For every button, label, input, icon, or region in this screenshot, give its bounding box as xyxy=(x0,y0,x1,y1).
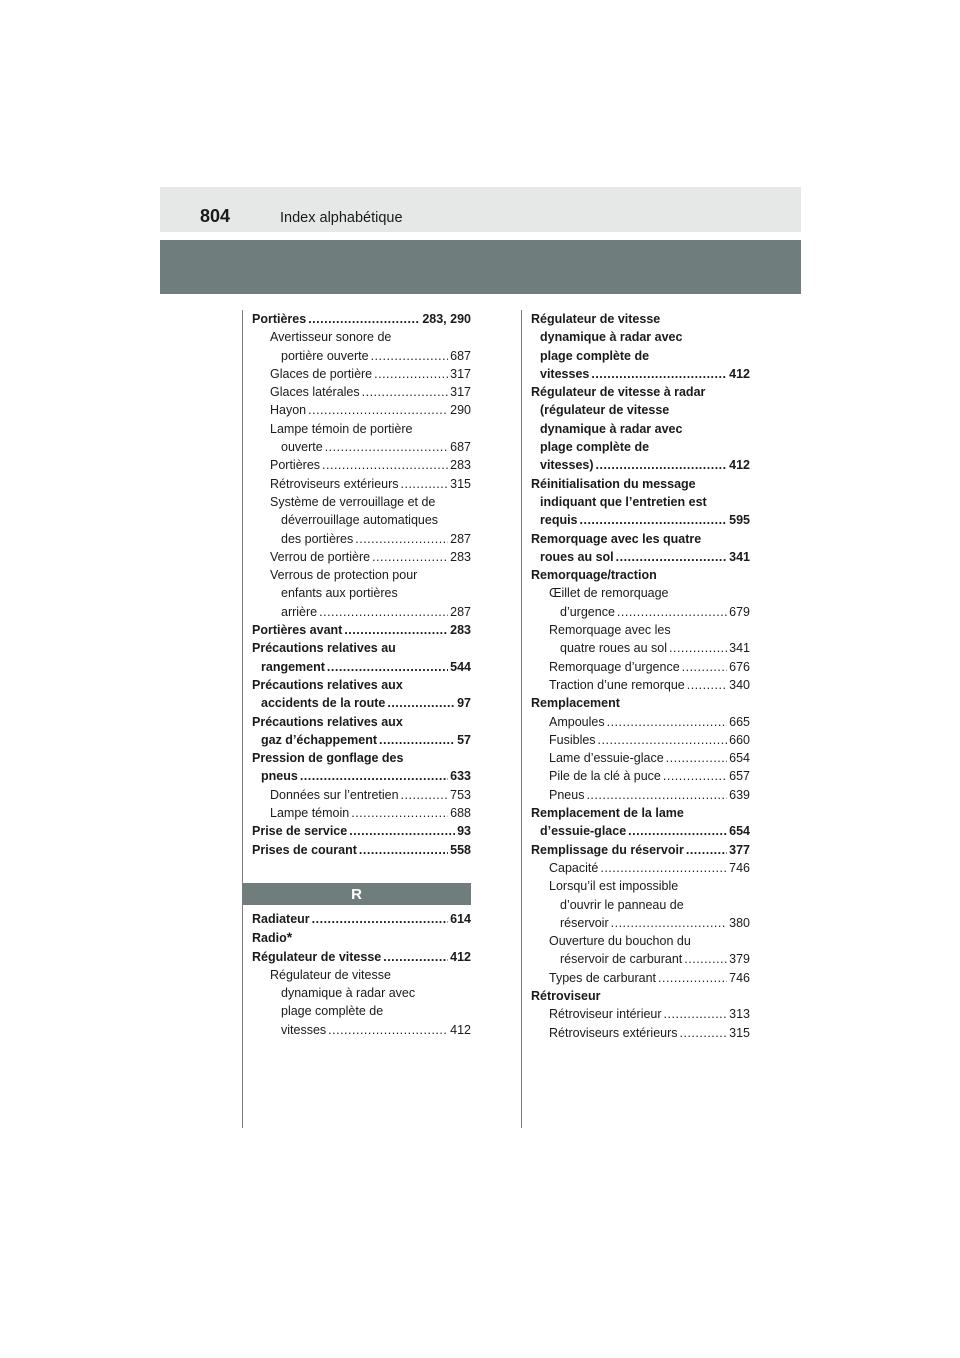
entry-text: arrière xyxy=(281,604,318,619)
entry-text: Régulateur de vitesse à radar xyxy=(531,385,706,400)
entry-text: Remorquage/traction xyxy=(531,568,657,583)
entry-text: Régulateur de vitesse xyxy=(270,967,391,982)
index-entry xyxy=(531,658,750,676)
index-entry xyxy=(531,896,750,914)
entry-text: Système de verrouillage et de xyxy=(270,494,436,509)
entry-text: Avertisseur sonore de xyxy=(270,330,392,345)
entry-text: quatre roues au sol xyxy=(560,641,668,656)
index-entry xyxy=(252,420,471,438)
index-entry xyxy=(531,383,750,401)
index-entry xyxy=(252,694,471,712)
entry-footnote-mark: * xyxy=(286,929,293,946)
index-entry xyxy=(252,401,471,419)
index-entry xyxy=(531,1024,750,1042)
entry-text: Pile de la clé à puce xyxy=(549,769,661,784)
dot-leader xyxy=(669,639,727,657)
index-entry xyxy=(252,456,471,474)
entry-page: 412 xyxy=(450,1022,471,1037)
entry-text: Fusibles xyxy=(549,732,596,747)
entry-page: 595 xyxy=(729,513,750,528)
dot-leader xyxy=(328,1021,448,1039)
entry-page: 97 xyxy=(457,696,471,711)
dot-leader xyxy=(349,822,455,840)
entry-page: 676 xyxy=(729,659,750,674)
index-entry xyxy=(252,511,471,529)
entry-text: Glaces de portière xyxy=(270,366,373,381)
entry-page: 660 xyxy=(729,732,750,747)
entry-text: pneus xyxy=(261,769,298,784)
dot-leader xyxy=(312,910,448,928)
entry-page: 340 xyxy=(729,677,750,692)
index-entry xyxy=(252,493,471,511)
entry-text: Pneus xyxy=(549,787,585,802)
entry-text: ouverte xyxy=(281,440,323,455)
entry-text: Glaces latérales xyxy=(270,385,360,400)
index-entry xyxy=(252,1002,471,1020)
dot-leader xyxy=(374,365,448,383)
entry-page: 283 xyxy=(450,623,471,638)
entry-page: 412 xyxy=(729,458,750,473)
index-column-left xyxy=(252,310,471,859)
entry-page: 654 xyxy=(729,824,750,839)
dot-leader xyxy=(351,804,448,822)
column-divider-right xyxy=(521,310,522,1128)
entry-page: 93 xyxy=(457,824,471,839)
index-entry xyxy=(252,841,471,859)
index-entry xyxy=(252,676,471,694)
entry-text: Verrou de portière xyxy=(270,549,371,564)
entry-page: 412 xyxy=(729,366,750,381)
entry-page: 313 xyxy=(729,1007,750,1022)
entry-page: 639 xyxy=(729,787,750,802)
dot-leader xyxy=(666,749,727,767)
index-entry xyxy=(252,566,471,584)
entry-text: plage complète de xyxy=(540,440,650,455)
index-entry xyxy=(531,456,750,474)
dot-leader xyxy=(322,456,448,474)
dot-leader xyxy=(680,1024,728,1042)
page-number: 804 xyxy=(200,206,231,226)
dot-leader xyxy=(383,948,448,966)
index-entry xyxy=(531,841,750,859)
index-entry xyxy=(252,822,471,840)
index-entry xyxy=(531,786,750,804)
entry-page: 57 xyxy=(457,732,471,747)
entry-text: gaz d’échappement xyxy=(261,732,377,747)
entry-text: Remorquage d’urgence xyxy=(549,659,680,674)
entry-text: Lampe témoin de portière xyxy=(270,421,413,436)
dot-leader xyxy=(308,310,420,328)
header-band xyxy=(160,187,801,232)
entry-text: Portières xyxy=(270,458,321,473)
dot-leader xyxy=(319,603,448,621)
entry-text: portière ouverte xyxy=(281,348,369,363)
entry-text: dynamique à radar avec xyxy=(540,421,683,436)
index-entry xyxy=(252,310,471,328)
entry-text: Types de carburant xyxy=(549,970,657,985)
entry-text: des portières xyxy=(281,531,354,546)
index-entry xyxy=(252,749,471,767)
entry-page: 657 xyxy=(729,769,750,784)
dot-leader xyxy=(387,694,455,712)
entry-page: 283 xyxy=(450,458,471,473)
dot-leader xyxy=(308,401,448,419)
entry-text: d’urgence xyxy=(560,604,615,619)
index-entry xyxy=(252,639,471,657)
entry-text: rangement xyxy=(261,659,325,674)
entry-text: Lame d’essuie-glace xyxy=(549,751,664,766)
index-entry xyxy=(531,328,750,346)
entry-text: vitesses) xyxy=(540,458,594,473)
dot-leader xyxy=(598,731,728,749)
entry-text: Radio xyxy=(252,931,287,946)
index-entry xyxy=(531,347,750,365)
dot-leader xyxy=(596,456,728,474)
dot-leader xyxy=(300,767,448,785)
index-entry xyxy=(252,966,471,984)
index-entry xyxy=(252,584,471,602)
index-entry xyxy=(531,621,750,639)
entry-text: Portières xyxy=(252,312,307,326)
index-entry xyxy=(252,713,471,731)
index-entry xyxy=(531,475,750,493)
entry-page: 377 xyxy=(729,842,750,857)
index-entry xyxy=(252,658,471,676)
entry-text: réservoir xyxy=(560,915,609,930)
entry-text: Précautions relatives aux xyxy=(252,677,403,692)
index-entry xyxy=(531,731,750,749)
index-entry xyxy=(531,694,750,712)
index-entry xyxy=(531,987,750,1005)
index-entry xyxy=(252,328,471,346)
entry-page: 633 xyxy=(450,769,471,784)
entry-text: Ampoules xyxy=(549,714,605,729)
entry-text: (régulateur de vitesse xyxy=(540,403,670,418)
entry-text: Traction d’une remorque xyxy=(549,677,685,692)
dot-leader xyxy=(687,676,727,694)
entry-text: Pression de gonflage des xyxy=(252,751,404,766)
entry-text: Remplacement de la lame xyxy=(531,806,684,821)
index-entry xyxy=(531,493,750,511)
dot-leader xyxy=(617,603,727,621)
entry-text: Remplissage du réservoir xyxy=(531,842,684,857)
index-entry xyxy=(252,786,471,804)
entry-page: 283, 290 xyxy=(422,312,471,326)
index-entry xyxy=(252,767,471,785)
dot-leader xyxy=(372,548,448,566)
dot-leader xyxy=(600,859,727,877)
entry-text: accidents de la route xyxy=(261,696,386,711)
entry-text: Précautions relatives au xyxy=(252,641,396,656)
index-entry xyxy=(531,804,750,822)
section-r xyxy=(242,883,471,1039)
top-color-bar xyxy=(160,240,801,294)
entry-text: Données sur l’entretien xyxy=(270,787,399,802)
entry-page: 746 xyxy=(729,860,750,875)
dot-leader xyxy=(607,713,728,731)
dot-leader xyxy=(658,969,727,987)
index-entry xyxy=(252,475,471,493)
index-entry xyxy=(531,767,750,785)
entry-page: 687 xyxy=(450,348,471,363)
dot-leader xyxy=(611,914,728,932)
index-entry xyxy=(252,731,471,749)
index-entry xyxy=(531,1005,750,1023)
entry-text: Prise de service xyxy=(252,824,348,839)
index-entry xyxy=(252,910,471,928)
entry-text: Radiateur xyxy=(252,912,310,926)
entry-page: 544 xyxy=(450,659,471,674)
entry-text: Verrous de protection pour xyxy=(270,568,418,583)
index-entry xyxy=(252,438,471,456)
entry-text: Œillet de remorquage xyxy=(549,586,669,601)
entry-text: Rétroviseurs extérieurs xyxy=(549,1025,678,1040)
entry-page: 688 xyxy=(450,806,471,821)
entry-text: Remorquage avec les xyxy=(549,623,671,638)
entry-page: 665 xyxy=(729,714,750,729)
index-entry xyxy=(531,676,750,694)
entry-page: 654 xyxy=(729,751,750,766)
entry-page: 283 xyxy=(450,549,471,564)
dot-leader xyxy=(327,658,448,676)
entry-text: Capacité xyxy=(549,860,599,875)
entry-text: vitesses xyxy=(281,1022,327,1037)
dot-leader xyxy=(664,1005,728,1023)
dot-leader xyxy=(325,438,448,456)
entry-text: Remplacement xyxy=(531,696,620,711)
entry-page: 753 xyxy=(450,787,471,802)
dot-leader xyxy=(586,786,727,804)
dot-leader xyxy=(401,786,449,804)
index-entry xyxy=(531,969,750,987)
dot-leader xyxy=(663,767,727,785)
dot-leader xyxy=(628,822,727,840)
index-entry xyxy=(531,914,750,932)
section-r-entries xyxy=(252,910,471,1039)
index-entry xyxy=(252,804,471,822)
entry-text: déverrouillage automatiques xyxy=(281,513,439,528)
entry-text: d’ouvrir le panneau de xyxy=(560,897,684,912)
entry-text: Lorsqu’il est impossible xyxy=(549,879,679,894)
entry-text: Précautions relatives aux xyxy=(252,714,403,729)
index-entry xyxy=(531,310,750,328)
dot-leader xyxy=(616,548,728,566)
entry-page: 287 xyxy=(450,531,471,546)
index-entry xyxy=(531,932,750,950)
entry-page: 341 xyxy=(729,549,750,564)
entry-page: 746 xyxy=(729,970,750,985)
entry-page: 679 xyxy=(729,604,750,619)
dot-leader xyxy=(371,347,449,365)
entry-page: 558 xyxy=(450,842,471,857)
index-entry xyxy=(531,859,750,877)
entry-text: Rétroviseur intérieur xyxy=(549,1007,662,1022)
entry-page: 379 xyxy=(729,952,750,967)
entry-text: dynamique à radar avec xyxy=(281,986,416,1001)
index-entry xyxy=(531,548,750,566)
entry-text: dynamique à radar avec xyxy=(540,330,683,345)
index-entry xyxy=(531,511,750,529)
dot-leader xyxy=(379,731,455,749)
entry-page: 315 xyxy=(450,476,471,491)
entry-text: réservoir de carburant xyxy=(560,952,683,967)
index-entry xyxy=(531,822,750,840)
entry-text: Ouverture du bouchon du xyxy=(549,934,691,949)
index-entry xyxy=(252,347,471,365)
entry-text: roues au sol xyxy=(540,549,614,564)
entry-text: Hayon xyxy=(270,403,307,418)
entry-page: 317 xyxy=(450,366,471,381)
entry-text: indiquant que l’entretien est xyxy=(540,494,707,509)
dot-leader xyxy=(682,658,728,676)
entry-text: Lampe témoin xyxy=(270,806,350,821)
entry-page: 287 xyxy=(450,604,471,619)
index-entry xyxy=(252,928,471,947)
index-entry xyxy=(531,639,750,657)
dot-leader xyxy=(355,530,448,548)
entry-text: d’essuie-glace xyxy=(540,824,627,839)
index-entry xyxy=(531,713,750,731)
index-entry xyxy=(252,365,471,383)
entry-text: requis xyxy=(540,513,578,528)
index-entry xyxy=(531,401,750,419)
index-entry xyxy=(531,950,750,968)
dot-leader xyxy=(359,841,448,859)
index-entry xyxy=(252,530,471,548)
dot-leader xyxy=(591,365,727,383)
index-column-right xyxy=(531,310,750,1042)
entry-page: 315 xyxy=(729,1025,750,1040)
page-title: Index alphabétique xyxy=(280,210,403,226)
dot-leader xyxy=(362,383,449,401)
entry-text: Prises de courant xyxy=(252,842,357,857)
index-entry xyxy=(252,548,471,566)
index-entry xyxy=(531,749,750,767)
entry-text: Portières avant xyxy=(252,623,343,638)
index-entry xyxy=(252,621,471,639)
dot-leader xyxy=(344,621,448,639)
entry-text: Régulateur de vitesse xyxy=(531,312,661,326)
entry-text: Régulateur de vitesse xyxy=(252,949,382,964)
entry-page: 687 xyxy=(450,440,471,455)
index-entry xyxy=(531,438,750,456)
entry-page: 341 xyxy=(729,641,750,656)
entry-text: vitesses xyxy=(540,366,590,381)
index-entry xyxy=(252,948,471,966)
index-entry xyxy=(531,566,750,584)
entry-text: Rétroviseur xyxy=(531,988,601,1003)
entry-page: 290 xyxy=(450,403,471,418)
section-letter-r: R xyxy=(242,883,471,905)
dot-leader xyxy=(401,475,449,493)
index-entry xyxy=(531,530,750,548)
entry-page: 317 xyxy=(450,385,471,400)
entry-text: plage complète de xyxy=(281,1004,384,1019)
index-entry xyxy=(531,420,750,438)
index-entry xyxy=(531,584,750,602)
entry-text: plage complète de xyxy=(540,348,650,363)
entry-page: 380 xyxy=(729,915,750,930)
dot-leader xyxy=(686,841,727,859)
index-entry xyxy=(252,984,471,1002)
dot-leader xyxy=(580,511,728,529)
index-entry xyxy=(531,877,750,895)
index-entry xyxy=(531,365,750,383)
entry-text: enfants aux portières xyxy=(281,586,398,601)
entry-text: Rétroviseurs extérieurs xyxy=(270,476,399,491)
index-entry xyxy=(252,383,471,401)
entry-page: 614 xyxy=(450,912,471,926)
dot-leader xyxy=(684,950,727,968)
index-entry xyxy=(252,1021,471,1039)
entry-text: Remorquage avec les quatre xyxy=(531,531,702,546)
entry-page: 412 xyxy=(450,949,471,964)
index-entry xyxy=(531,603,750,621)
entry-text: Réinitialisation du message xyxy=(531,476,696,491)
index-entry xyxy=(252,603,471,621)
